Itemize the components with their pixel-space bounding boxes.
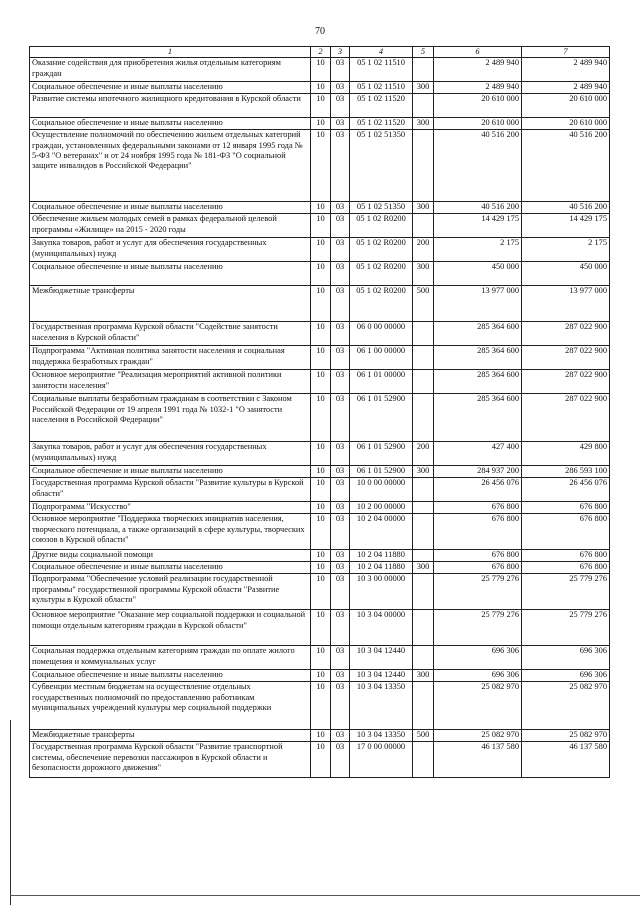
- row-amount-year2-cell: 676 800: [522, 550, 610, 562]
- row-expense-type-cell: 300: [413, 118, 434, 130]
- row-subsection-cell: 03: [331, 550, 350, 562]
- row-section-cell: 10: [311, 370, 331, 394]
- table-row: [30, 562, 610, 574]
- header-col-4: 4: [350, 47, 413, 58]
- header-col-7: 7: [522, 47, 610, 58]
- row-name-cell: Государственная программа Курской области "Развитие транспортной системы, обеспечение перевозки пассажиров в Курской области и безопасности дорожного движения": [30, 742, 311, 778]
- row-amount-year2-cell: 2 175: [522, 238, 610, 262]
- row-subsection-cell: 03: [331, 262, 350, 286]
- row-name-cell: Основное мероприятие "Реализация мероприятий активной политики занятости населения": [30, 370, 311, 394]
- row-amount-year1-cell: 40 516 200: [434, 202, 522, 214]
- table-row: [30, 238, 610, 262]
- header-col-5: 5: [413, 47, 434, 58]
- row-name-cell: Оказание содействия для приобретения жилья отдельным категориям граждан: [30, 58, 311, 82]
- row-amount-year2-cell: 26 456 076: [522, 478, 610, 502]
- row-section-cell: 10: [311, 562, 331, 574]
- row-subsection-cell: 03: [331, 214, 350, 238]
- row-amount-year1-cell: 676 800: [434, 562, 522, 574]
- row-target-code-cell: 10 2 04 00000: [350, 514, 413, 550]
- row-subsection-cell: 03: [331, 646, 350, 670]
- row-name-cell: Основное мероприятие "Оказание мер социальной поддержки и социальной помощи отдельным категориям граждан в Курской области": [30, 610, 311, 646]
- row-amount-year1-cell: 285 364 600: [434, 322, 522, 346]
- row-name-cell: Подпрограмма "Искусство": [30, 502, 311, 514]
- row-subsection-cell: 03: [331, 94, 350, 118]
- row-expense-type-cell: [413, 322, 434, 346]
- row-subsection-cell: 03: [331, 118, 350, 130]
- row-section-cell: 10: [311, 82, 331, 94]
- row-name-cell: Социальное обеспечение и иные выплаты населению: [30, 670, 311, 682]
- row-amount-year2-cell: 25 082 970: [522, 682, 610, 730]
- row-expense-type-cell: [413, 574, 434, 610]
- row-target-code-cell: 05 1 02 R0200: [350, 214, 413, 238]
- row-amount-year1-cell: 25 779 276: [434, 610, 522, 646]
- row-amount-year2-cell: 14 429 175: [522, 214, 610, 238]
- row-target-code-cell: 10 3 04 12440: [350, 670, 413, 682]
- row-name-cell: Социальное обеспечение и иные выплаты населению: [30, 202, 311, 214]
- scan-left-rule: [10, 720, 11, 905]
- row-expense-type-cell: [413, 502, 434, 514]
- row-amount-year1-cell: 676 800: [434, 514, 522, 550]
- row-amount-year2-cell: 287 022 900: [522, 370, 610, 394]
- row-expense-type-cell: [413, 514, 434, 550]
- row-name-cell: Субвенции местным бюджетам на осуществление отдельных государственных полномочий по предоставлению работникам муниципальных учреждений культуры мер социальной поддержки: [30, 682, 311, 730]
- table-row: [30, 550, 610, 562]
- row-amount-year2-cell: 676 800: [522, 502, 610, 514]
- row-section-cell: 10: [311, 346, 331, 370]
- row-expense-type-cell: [413, 610, 434, 646]
- row-subsection-cell: 03: [331, 742, 350, 778]
- table-row: [30, 130, 610, 202]
- table-row: [30, 394, 610, 442]
- row-expense-type-cell: 300: [413, 82, 434, 94]
- row-amount-year1-cell: 2 175: [434, 238, 522, 262]
- row-name-cell: Подпрограмма "Обеспечение условий реализации государственной программы" государственной программы Курской области "Развитие культуры в Курской области": [30, 574, 311, 610]
- row-expense-type-cell: 300: [413, 562, 434, 574]
- row-subsection-cell: 03: [331, 286, 350, 322]
- row-subsection-cell: 03: [331, 322, 350, 346]
- row-expense-type-cell: 200: [413, 238, 434, 262]
- row-section-cell: 10: [311, 202, 331, 214]
- row-amount-year2-cell: 2 489 940: [522, 82, 610, 94]
- row-section-cell: 10: [311, 466, 331, 478]
- row-target-code-cell: 06 1 01 52900: [350, 394, 413, 442]
- row-expense-type-cell: 300: [413, 466, 434, 478]
- page-number: 70: [315, 26, 325, 37]
- row-amount-year2-cell: 450 000: [522, 262, 610, 286]
- table-row: [30, 442, 610, 466]
- row-amount-year1-cell: 450 000: [434, 262, 522, 286]
- row-subsection-cell: 03: [331, 514, 350, 550]
- table-row: [30, 214, 610, 238]
- row-target-code-cell: 10 3 00 00000: [350, 574, 413, 610]
- row-section-cell: 10: [311, 646, 331, 670]
- row-amount-year1-cell: 285 364 600: [434, 370, 522, 394]
- table-row: [30, 514, 610, 550]
- row-amount-year2-cell: 40 516 200: [522, 130, 610, 202]
- table-row: [30, 370, 610, 394]
- row-target-code-cell: 06 1 00 00000: [350, 346, 413, 370]
- row-section-cell: 10: [311, 322, 331, 346]
- row-amount-year2-cell: 46 137 580: [522, 742, 610, 778]
- row-subsection-cell: 03: [331, 58, 350, 82]
- row-target-code-cell: 10 2 00 00000: [350, 502, 413, 514]
- row-subsection-cell: 03: [331, 682, 350, 730]
- row-amount-year2-cell: 20 610 000: [522, 118, 610, 130]
- row-amount-year2-cell: 13 977 000: [522, 286, 610, 322]
- row-amount-year2-cell: 25 779 276: [522, 610, 610, 646]
- row-target-code-cell: 05 1 02 R0200: [350, 286, 413, 322]
- row-name-cell: Основное мероприятие "Поддержка творческих инициатив населения, творческого потенциала, а также организаций в сфере культуры, творческих союзов в Курской области": [30, 514, 311, 550]
- row-name-cell: Межбюджетные трансферты: [30, 730, 311, 742]
- row-name-cell: Социальное обеспечение и иные выплаты населению: [30, 562, 311, 574]
- header-col-6: 6: [434, 47, 522, 58]
- row-target-code-cell: 05 1 02 11510: [350, 82, 413, 94]
- row-section-cell: 10: [311, 286, 331, 322]
- row-subsection-cell: 03: [331, 346, 350, 370]
- row-amount-year2-cell: 287 022 900: [522, 346, 610, 370]
- table-row: [30, 574, 610, 610]
- row-name-cell: Социальное обеспечение и иные выплаты населению: [30, 118, 311, 130]
- table-row: [30, 286, 610, 322]
- table-row: [30, 466, 610, 478]
- row-section-cell: 10: [311, 574, 331, 610]
- row-target-code-cell: 05 1 02 R0200: [350, 262, 413, 286]
- budget-table: [29, 46, 610, 778]
- row-amount-year2-cell: 40 516 200: [522, 202, 610, 214]
- table-row: [30, 202, 610, 214]
- table-row: [30, 82, 610, 94]
- row-section-cell: 10: [311, 742, 331, 778]
- table-row: [30, 322, 610, 346]
- row-expense-type-cell: 500: [413, 730, 434, 742]
- row-target-code-cell: 10 2 04 11880: [350, 550, 413, 562]
- row-name-cell: Закупка товаров, работ и услуг для обеспечения государственных (муниципальных) нужд: [30, 442, 311, 466]
- row-expense-type-cell: [413, 94, 434, 118]
- row-expense-type-cell: 300: [413, 670, 434, 682]
- row-amount-year2-cell: 429 800: [522, 442, 610, 466]
- row-name-cell: Социальная поддержка отдельным категориям граждан по оплате жилого помещения и коммунальных услуг: [30, 646, 311, 670]
- row-section-cell: 10: [311, 670, 331, 682]
- row-section-cell: 10: [311, 130, 331, 202]
- row-section-cell: 10: [311, 550, 331, 562]
- row-expense-type-cell: [413, 370, 434, 394]
- row-name-cell: Подпрограмма "Активная политика занятости населения и социальная поддержка безработных граждан": [30, 346, 311, 370]
- row-amount-year1-cell: 284 937 200: [434, 466, 522, 478]
- row-name-cell: Государственная программа Курской области "Содействие занятости населения в Курской области": [30, 322, 311, 346]
- row-subsection-cell: 03: [331, 502, 350, 514]
- row-expense-type-cell: [413, 682, 434, 730]
- row-amount-year2-cell: 25 779 276: [522, 574, 610, 610]
- row-expense-type-cell: 300: [413, 262, 434, 286]
- table-row: [30, 118, 610, 130]
- row-expense-type-cell: [413, 130, 434, 202]
- header-col-2: 2: [311, 47, 331, 58]
- row-section-cell: 10: [311, 514, 331, 550]
- row-amount-year1-cell: 285 364 600: [434, 346, 522, 370]
- row-section-cell: 10: [311, 238, 331, 262]
- row-target-code-cell: 10 3 04 00000: [350, 610, 413, 646]
- row-expense-type-cell: [413, 646, 434, 670]
- row-target-code-cell: 10 2 04 11880: [350, 562, 413, 574]
- row-amount-year1-cell: 285 364 600: [434, 394, 522, 442]
- row-name-cell: Социальное обеспечение и иные выплаты населению: [30, 262, 311, 286]
- row-section-cell: 10: [311, 262, 331, 286]
- row-subsection-cell: 03: [331, 394, 350, 442]
- row-expense-type-cell: 200: [413, 442, 434, 466]
- row-target-code-cell: 06 1 01 00000: [350, 370, 413, 394]
- row-subsection-cell: 03: [331, 730, 350, 742]
- row-section-cell: 10: [311, 394, 331, 442]
- row-amount-year2-cell: 20 610 000: [522, 94, 610, 118]
- row-expense-type-cell: [413, 550, 434, 562]
- row-target-code-cell: 17 0 00 00000: [350, 742, 413, 778]
- row-expense-type-cell: 500: [413, 286, 434, 322]
- row-section-cell: 10: [311, 94, 331, 118]
- row-amount-year1-cell: 696 306: [434, 646, 522, 670]
- row-target-code-cell: 05 1 02 51350: [350, 202, 413, 214]
- row-expense-type-cell: [413, 214, 434, 238]
- row-subsection-cell: 03: [331, 670, 350, 682]
- row-section-cell: 10: [311, 730, 331, 742]
- row-amount-year2-cell: 25 082 970: [522, 730, 610, 742]
- row-amount-year1-cell: 25 779 276: [434, 574, 522, 610]
- row-section-cell: 10: [311, 442, 331, 466]
- table-header-row: [30, 47, 610, 58]
- row-amount-year1-cell: 20 610 000: [434, 94, 522, 118]
- row-amount-year1-cell: 26 456 076: [434, 478, 522, 502]
- row-name-cell: Социальное обеспечение и иные выплаты населению: [30, 82, 311, 94]
- row-expense-type-cell: [413, 478, 434, 502]
- row-subsection-cell: 03: [331, 370, 350, 394]
- row-expense-type-cell: [413, 742, 434, 778]
- row-target-code-cell: 06 0 00 00000: [350, 322, 413, 346]
- row-amount-year1-cell: 676 800: [434, 550, 522, 562]
- row-amount-year2-cell: 2 489 940: [522, 58, 610, 82]
- row-amount-year2-cell: 676 800: [522, 562, 610, 574]
- row-subsection-cell: 03: [331, 130, 350, 202]
- row-target-code-cell: 05 1 02 51350: [350, 130, 413, 202]
- row-expense-type-cell: [413, 58, 434, 82]
- row-name-cell: Межбюджетные трансферты: [30, 286, 311, 322]
- row-target-code-cell: 10 0 00 00000: [350, 478, 413, 502]
- row-subsection-cell: 03: [331, 466, 350, 478]
- table-row: [30, 730, 610, 742]
- row-section-cell: 10: [311, 478, 331, 502]
- row-expense-type-cell: [413, 394, 434, 442]
- row-target-code-cell: 10 3 04 12440: [350, 646, 413, 670]
- row-amount-year1-cell: 13 977 000: [434, 286, 522, 322]
- row-amount-year2-cell: 287 022 900: [522, 322, 610, 346]
- row-name-cell: Развитие системы ипотечного жилищного кредитования в Курской области: [30, 94, 311, 118]
- row-amount-year1-cell: 25 082 970: [434, 682, 522, 730]
- row-amount-year2-cell: 286 593 100: [522, 466, 610, 478]
- row-amount-year1-cell: 696 306: [434, 670, 522, 682]
- row-expense-type-cell: 300: [413, 202, 434, 214]
- table-row: [30, 742, 610, 778]
- row-target-code-cell: 05 1 02 11520: [350, 118, 413, 130]
- row-amount-year2-cell: 676 800: [522, 514, 610, 550]
- row-section-cell: 10: [311, 214, 331, 238]
- row-subsection-cell: 03: [331, 610, 350, 646]
- table-row: [30, 670, 610, 682]
- table-row: [30, 682, 610, 730]
- row-amount-year1-cell: 25 082 970: [434, 730, 522, 742]
- row-subsection-cell: 03: [331, 238, 350, 262]
- header-col-1: 1: [30, 47, 311, 58]
- row-amount-year1-cell: 14 429 175: [434, 214, 522, 238]
- row-subsection-cell: 03: [331, 562, 350, 574]
- row-amount-year1-cell: 676 800: [434, 502, 522, 514]
- row-section-cell: 10: [311, 502, 331, 514]
- row-name-cell: Осуществление полномочий по обеспечению жильем отдельных категорий граждан, установленных федеральными законами от 12 января 1995 года № 5-ФЗ "О ветеранах" и от 24 ноября 1995 года № 181-ФЗ "О социальной защите инвалидов в Российской Федерации": [30, 130, 311, 202]
- scan-bottom-rule: [10, 895, 640, 896]
- table-row: [30, 58, 610, 82]
- row-target-code-cell: 05 1 02 11510: [350, 58, 413, 82]
- table-row: [30, 610, 610, 646]
- row-target-code-cell: 06 1 01 52900: [350, 442, 413, 466]
- row-amount-year2-cell: 696 306: [522, 670, 610, 682]
- row-name-cell: Социальное обеспечение и иные выплаты населению: [30, 466, 311, 478]
- row-subsection-cell: 03: [331, 574, 350, 610]
- row-amount-year2-cell: 696 306: [522, 646, 610, 670]
- row-name-cell: Государственная программа Курской области "Развитие культуры в Курской области": [30, 478, 311, 502]
- row-section-cell: 10: [311, 118, 331, 130]
- row-expense-type-cell: [413, 346, 434, 370]
- table-row: [30, 94, 610, 118]
- row-name-cell: Социальные выплаты безработным гражданам в соответствии с Законом Российской Федерации от 19 апреля 1991 года № 1032-1 "О занятости населения в Российской Федерации": [30, 394, 311, 442]
- row-target-code-cell: 05 1 02 11520: [350, 94, 413, 118]
- row-section-cell: 10: [311, 682, 331, 730]
- row-name-cell: Закупка товаров, работ и услуг для обеспечения государственных (муниципальных) нужд: [30, 238, 311, 262]
- row-amount-year1-cell: 2 489 940: [434, 82, 522, 94]
- row-amount-year1-cell: 427 400: [434, 442, 522, 466]
- row-section-cell: 10: [311, 58, 331, 82]
- row-amount-year1-cell: 40 516 200: [434, 130, 522, 202]
- header-col-3: 3: [331, 47, 350, 58]
- row-section-cell: 10: [311, 610, 331, 646]
- table-row: [30, 346, 610, 370]
- row-target-code-cell: 06 1 01 52900: [350, 466, 413, 478]
- row-amount-year1-cell: 20 610 000: [434, 118, 522, 130]
- table-row: [30, 262, 610, 286]
- row-target-code-cell: 10 3 04 13350: [350, 730, 413, 742]
- row-target-code-cell: 05 1 02 R0200: [350, 238, 413, 262]
- table-row: [30, 502, 610, 514]
- row-amount-year1-cell: 46 137 580: [434, 742, 522, 778]
- row-name-cell: Другие виды социальной помощи: [30, 550, 311, 562]
- row-subsection-cell: 03: [331, 442, 350, 466]
- row-amount-year2-cell: 287 022 900: [522, 394, 610, 442]
- row-subsection-cell: 03: [331, 478, 350, 502]
- row-name-cell: Обеспечение жильем молодых семей в рамках федеральной целевой программы «Жилище» на 2015 - 2020 годы: [30, 214, 311, 238]
- table-row: [30, 646, 610, 670]
- table-row: [30, 478, 610, 502]
- row-subsection-cell: 03: [331, 82, 350, 94]
- row-amount-year1-cell: 2 489 940: [434, 58, 522, 82]
- row-target-code-cell: 10 3 04 13350: [350, 682, 413, 730]
- row-subsection-cell: 03: [331, 202, 350, 214]
